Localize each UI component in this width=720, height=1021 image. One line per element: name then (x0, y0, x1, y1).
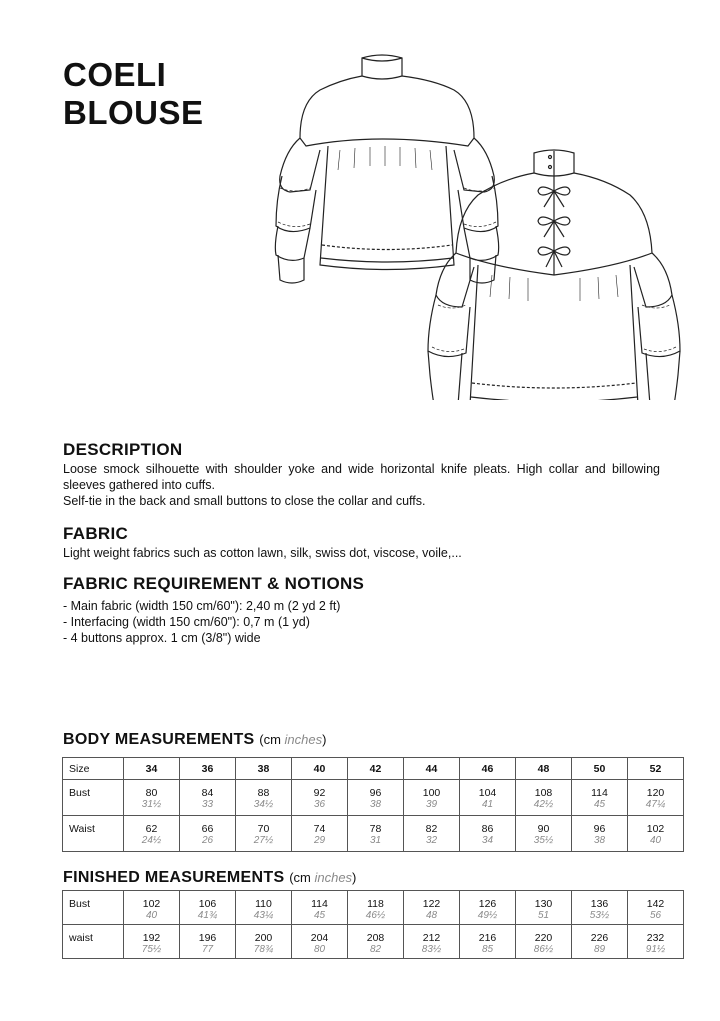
row-label: waist (63, 925, 124, 959)
description-text (63, 461, 660, 509)
cm-value: 114 (591, 787, 608, 799)
measurement-cell (236, 925, 292, 959)
inch-value: 43¼ (253, 910, 274, 921)
measurement-cell (180, 780, 236, 816)
measurement-cell (180, 816, 236, 852)
cm-value: 62 (145, 823, 158, 835)
size-cell: 36 (180, 758, 236, 780)
measurement-cell (628, 891, 684, 925)
inch-value: 35½ (533, 835, 554, 846)
finished-measurements-title: FINISHED MEASUREMENTS (63, 869, 285, 886)
inch-value: 48 (425, 910, 438, 921)
back-view-drawing (428, 150, 680, 400)
inch-value: 86½ (533, 944, 554, 955)
inch-value: 77 (201, 944, 214, 955)
title-line-1: COELI (63, 56, 167, 93)
inch-value: 91½ (645, 944, 666, 955)
pattern-title (63, 56, 204, 132)
row-label: Bust (63, 891, 124, 925)
measurement-row (63, 780, 684, 816)
cm-value: 102 (142, 898, 161, 910)
cm-value: 114 (311, 898, 328, 910)
cm-value: 88 (257, 787, 270, 799)
cm-value: 92 (313, 787, 326, 799)
measurement-cell (404, 925, 460, 959)
inch-value: 29 (313, 835, 326, 846)
measurement-cell (124, 816, 180, 852)
measurement-cell (236, 891, 292, 925)
cm-value: 70 (257, 823, 270, 835)
inch-value: 41 (481, 799, 494, 810)
size-cell: 34 (124, 758, 180, 780)
cm-value: 86 (481, 823, 494, 835)
cm-value: 136 (590, 898, 609, 910)
size-cell: 42 (348, 758, 404, 780)
measurement-cell (292, 816, 348, 852)
blouse-technical-drawing (240, 40, 710, 400)
inch-value: 38 (593, 835, 606, 846)
size-row (63, 758, 684, 780)
cm-value: 204 (310, 932, 329, 944)
inch-value: 89 (593, 944, 606, 955)
inch-value: 49½ (477, 910, 498, 921)
body-unit-label: (cm inches) (259, 732, 327, 747)
measurement-cell (348, 891, 404, 925)
body-measurements-table (62, 757, 684, 852)
cm-value: 212 (422, 932, 441, 944)
cm-value: 108 (534, 787, 553, 799)
inch-value: 39 (425, 799, 438, 810)
inch-value: 78¾ (253, 944, 274, 955)
cm-value: 208 (366, 932, 385, 944)
finished-unit-label: (cm inches) (289, 870, 357, 885)
measurement-cell (572, 925, 628, 959)
fabric-text: Light weight fabrics such as cotton lawn, silk, swiss dot, viscose, voile,... (63, 546, 462, 560)
cm-value: 96 (593, 823, 606, 835)
measurement-cell (292, 780, 348, 816)
inch-value: 80 (313, 944, 326, 955)
inch-value: 56 (649, 910, 662, 921)
cm-value: 118 (367, 898, 384, 910)
cm-value: 66 (201, 823, 214, 835)
measurement-cell (516, 891, 572, 925)
measurement-cell (236, 780, 292, 816)
cm-value: 122 (422, 898, 441, 910)
cm-value: 100 (422, 787, 441, 799)
inch-value: 27½ (253, 835, 274, 846)
measurement-cell (292, 925, 348, 959)
measurement-cell (516, 780, 572, 816)
measurement-row (63, 891, 684, 925)
requirement-item: - 4 buttons approx. 1 cm (3/8") wide (63, 631, 261, 645)
measurement-cell (404, 780, 460, 816)
inch-value: 34 (481, 835, 494, 846)
measurement-cell (572, 891, 628, 925)
cm-value: 110 (255, 898, 272, 910)
inch-value: 31½ (141, 799, 162, 810)
cm-value: 106 (198, 898, 217, 910)
cm-value: 102 (646, 823, 665, 835)
row-label: Waist (63, 816, 124, 852)
size-cell: 46 (460, 758, 516, 780)
measurement-cell (460, 816, 516, 852)
measurement-cell (180, 925, 236, 959)
measurement-cell (460, 891, 516, 925)
cm-value: 120 (646, 787, 665, 799)
inch-value: 51 (537, 910, 550, 921)
cm-value: 196 (198, 932, 217, 944)
cm-value: 232 (646, 932, 665, 944)
measurement-cell (124, 891, 180, 925)
requirements-heading: FABRIC REQUIREMENT & NOTIONS (63, 574, 365, 593)
measurement-cell (348, 816, 404, 852)
inch-value: 31 (369, 835, 382, 846)
inch-value: 82 (369, 944, 382, 955)
measurement-cell (236, 816, 292, 852)
description-line-2: Self-tie in the back and small buttons to close the collar and cuffs. (63, 494, 426, 508)
inch-value: 83½ (421, 944, 442, 955)
measurement-cell (180, 891, 236, 925)
inch-value: 26 (201, 835, 214, 846)
finished-measurements-heading (63, 869, 356, 887)
size-cell: 50 (572, 758, 628, 780)
inch-value: 32 (425, 835, 438, 846)
inch-value: 34½ (253, 799, 274, 810)
inch-value: 45 (593, 799, 606, 810)
measurement-cell (628, 816, 684, 852)
title-line-2: BLOUSE (63, 94, 204, 131)
inch-value: 45 (313, 910, 326, 921)
requirements-list (63, 598, 660, 646)
measurement-cell (460, 925, 516, 959)
measurement-cell (124, 780, 180, 816)
inch-value: 38 (369, 799, 382, 810)
inch-value: 33 (201, 799, 214, 810)
body-measurements-heading (63, 731, 326, 749)
cm-value: 216 (478, 932, 497, 944)
inch-value: 42½ (533, 799, 554, 810)
measurement-cell (572, 816, 628, 852)
measurement-cell (572, 780, 628, 816)
cm-value: 90 (537, 823, 550, 835)
finished-measurements-table (62, 890, 684, 959)
size-cell: 48 (516, 758, 572, 780)
cm-value: 74 (313, 823, 326, 835)
measurement-cell (348, 925, 404, 959)
measurement-cell (404, 891, 460, 925)
measurement-row (63, 816, 684, 852)
description-heading: DESCRIPTION (63, 440, 183, 459)
measurement-cell (460, 780, 516, 816)
size-cell: 40 (292, 758, 348, 780)
cm-value: 84 (201, 787, 214, 799)
cm-value: 80 (145, 787, 158, 799)
fabric-heading: FABRIC (63, 524, 129, 543)
inch-value: 40 (649, 835, 662, 846)
inch-value: 46½ (365, 910, 386, 921)
front-view-drawing (275, 55, 498, 283)
cm-value: 104 (478, 787, 497, 799)
cm-value: 96 (369, 787, 382, 799)
size-cell: 44 (404, 758, 460, 780)
inch-value: 53½ (589, 910, 610, 921)
measurement-cell (628, 925, 684, 959)
cm-value: 226 (590, 932, 609, 944)
measurement-cell (404, 816, 460, 852)
cm-value: 78 (369, 823, 382, 835)
measurement-row (63, 925, 684, 959)
inch-value: 85 (481, 944, 494, 955)
cm-value: 192 (142, 932, 161, 944)
size-label: Size (63, 758, 124, 780)
inch-value: 40 (145, 910, 158, 921)
measurement-cell (628, 780, 684, 816)
requirement-item: - Interfacing (width 150 cm/60"): 0,7 m (1 yd) (63, 615, 310, 629)
cm-value: 142 (646, 898, 665, 910)
body-measurements-title: BODY MEASUREMENTS (63, 731, 255, 748)
measurement-cell (516, 925, 572, 959)
measurement-cell (292, 891, 348, 925)
measurement-cell (348, 780, 404, 816)
description-line-1: Loose smock silhouette with shoulder yoke and wide horizontal knife pleats. High collar and billowing sleeves gathered into cuffs. (63, 462, 660, 492)
cm-value: 220 (534, 932, 553, 944)
inch-value: 36 (313, 799, 326, 810)
inch-value: 47¼ (645, 799, 666, 810)
inch-value: 75½ (141, 944, 162, 955)
row-label: Bust (63, 780, 124, 816)
cm-value: 130 (534, 898, 553, 910)
size-cell: 38 (236, 758, 292, 780)
requirement-item: - Main fabric (width 150 cm/60"): 2,40 m (2 yd 2 ft) (63, 599, 341, 613)
inch-value: 41¾ (197, 910, 218, 921)
cm-value: 200 (254, 932, 273, 944)
size-cell: 52 (628, 758, 684, 780)
measurement-cell (124, 925, 180, 959)
measurement-cell (516, 816, 572, 852)
inch-value: 24½ (141, 835, 162, 846)
cm-value: 82 (425, 823, 438, 835)
cm-value: 126 (478, 898, 497, 910)
